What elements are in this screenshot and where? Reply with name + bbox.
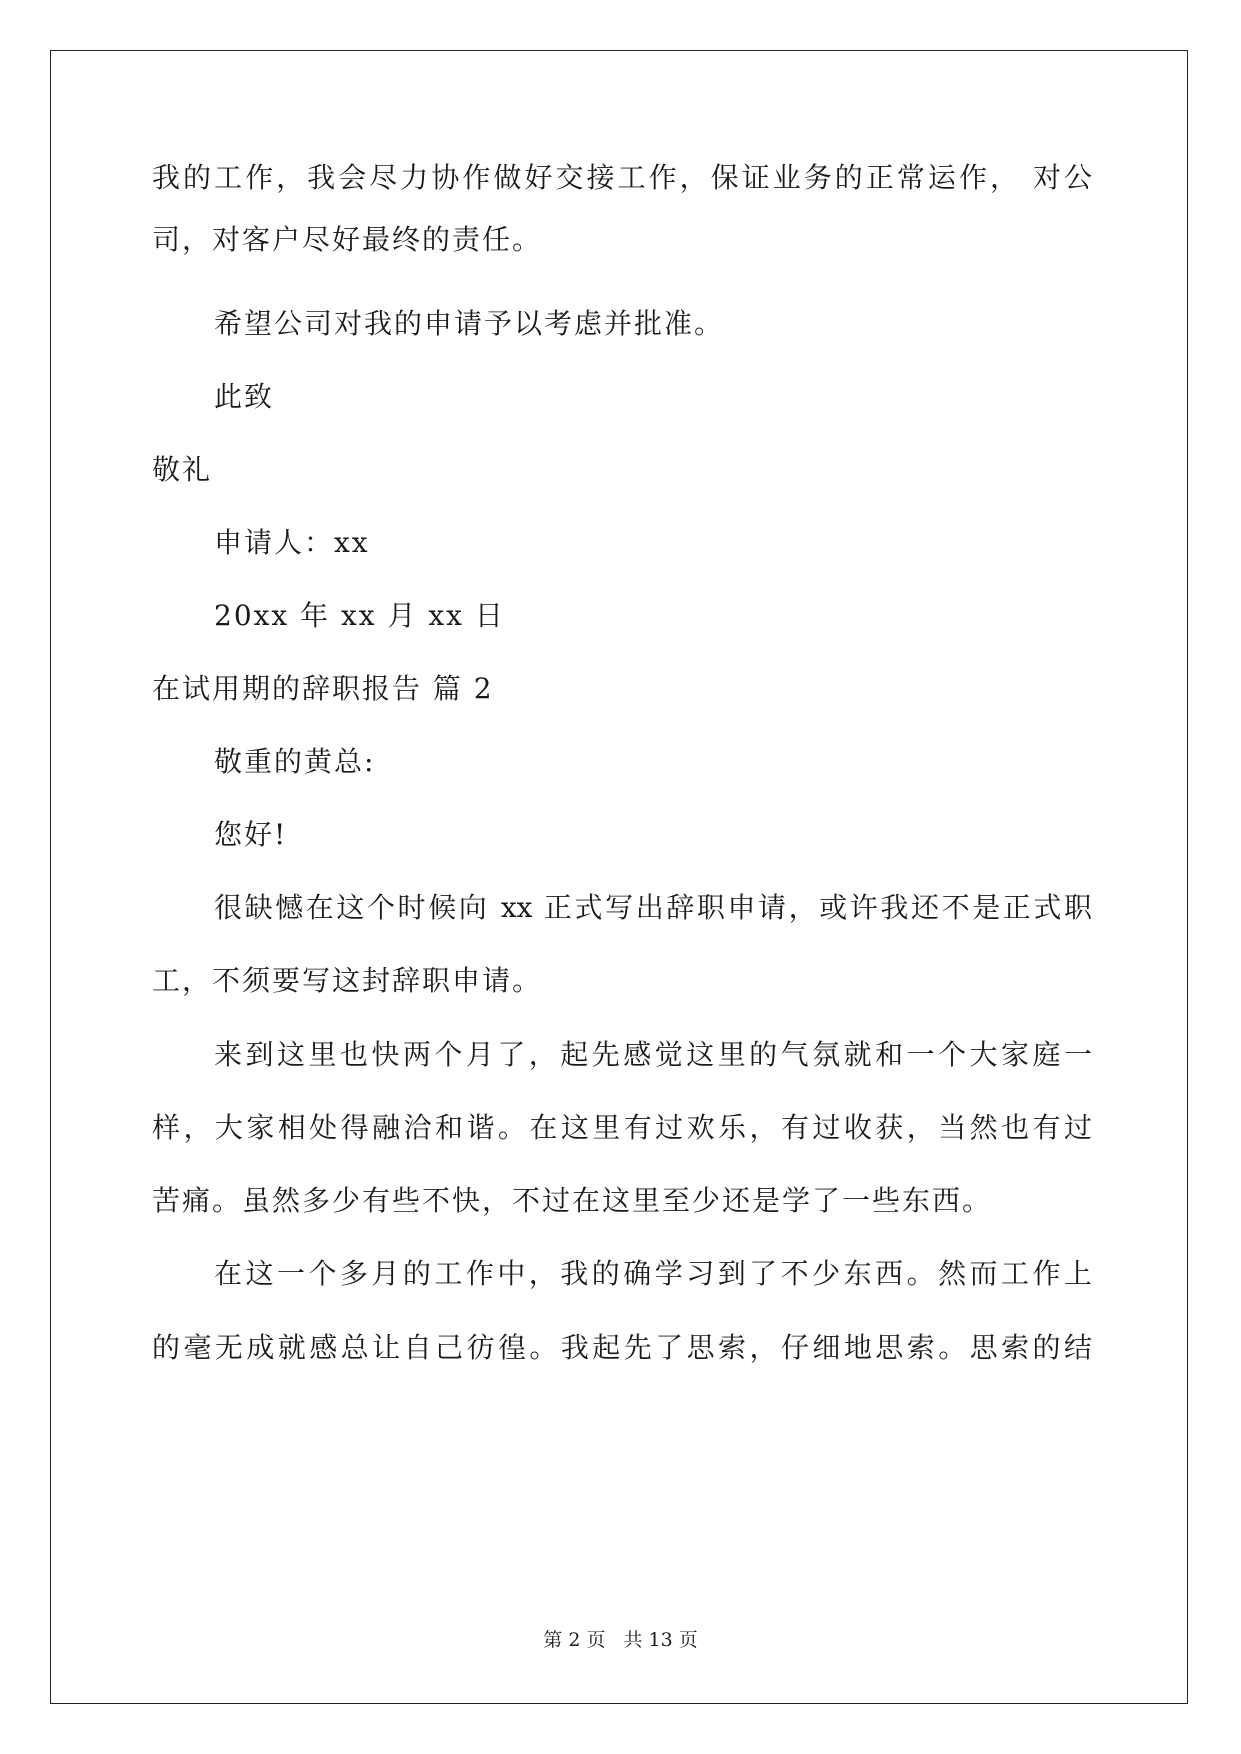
paragraph-line: 我的工作，我会尽力协作做好交接工作，保证业务的正常运作， 对公 [152,161,1092,194]
paragraph-line: 希望公司对我的申请予以考虑并批准。 [214,307,725,340]
page-footer [0,1628,1241,1652]
closing-regards: 敬礼 [152,453,213,486]
paragraph-line: 很缺憾在这个时候向 xx 正式写出辞职申请，或许我还不是正式职 [214,891,1092,924]
closing-salutation: 此致 [214,380,275,413]
paragraph-line: 司，对客户尽好最终的责任。 [152,223,543,256]
date-line: 20xx 年 xx 月 xx 日 [214,599,505,632]
greeting-hello: 您好! [214,818,288,851]
paragraph-line: 样，大家相处得融洽和谐。在这里有过欢乐，有过收获，当然也有过 [152,1111,1092,1144]
page-number: 第 2 页 [543,1629,606,1651]
applicant-signature: 申请人：xx [214,526,370,559]
greeting-recipient: 敬重的黄总: [214,745,376,778]
paragraph-line: 在这一个多月的工作中，我的确学习到了不少东西。然而工作上 [214,1257,1092,1290]
paragraph-line: 来到这里也快两个月了，起先感觉这里的气氛就和一个大家庭一 [214,1038,1092,1071]
paragraph-line: 工，不须要写这封辞职申请。 [152,964,543,997]
page-border [50,50,1188,1704]
paragraph-line: 的毫无成就感总让自己彷徨。我起先了思索，仔细地思索。思索的结 [152,1331,1092,1364]
section-title: 在试用期的辞职报告 篇 2 [152,672,494,705]
page-total: 共 13 页 [623,1629,698,1651]
paragraph-line: 苦痛。虽然多少有些不快，不过在这里至少还是学了一些东西。 [152,1184,993,1217]
